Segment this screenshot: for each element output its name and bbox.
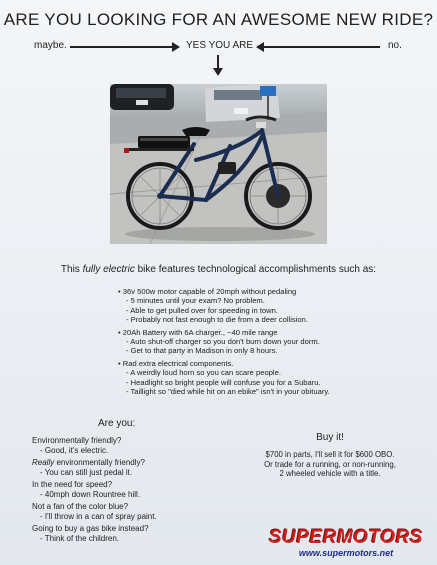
- intro-text: [0, 264, 437, 275]
- question-list: [32, 436, 232, 546]
- feature-sub: - 5 minutes until your exam? No problem.: [118, 296, 428, 305]
- feature-main: • Rad extra electrical components.: [118, 359, 428, 368]
- feature-sub: - Auto shut-off charger so you don't burn down your dorm.: [118, 337, 428, 346]
- question-label: Going to buy a gas bike instead?: [32, 524, 149, 533]
- arrow-right-line: [70, 46, 172, 48]
- question-label: environmentally friendly?: [54, 458, 145, 467]
- feature-item: [118, 328, 428, 356]
- answer-text: - 40mph down Rountree hill.: [32, 490, 232, 500]
- logo-brand: SUPERMOTORS: [268, 527, 423, 548]
- arrow-right-icon: [172, 42, 180, 52]
- answer-text: - You can still just pedal it.: [32, 468, 232, 478]
- price-line: 2 wheeled vehicle with a title.: [279, 469, 381, 479]
- intro-before: This: [60, 264, 83, 275]
- bike-photo: [110, 84, 327, 244]
- feature-sub: - Headlight so bright people will confuse you for a Subaru.: [118, 378, 428, 387]
- question-text: [32, 458, 232, 468]
- question-text: [32, 480, 232, 490]
- arrow-left-line: [264, 46, 380, 48]
- flow-right-label: no.: [388, 40, 402, 51]
- intro-emphasis: fully electric: [82, 264, 135, 275]
- buy-heading: Buy it!: [316, 432, 344, 443]
- question-item: [32, 436, 232, 455]
- arrow-down-icon: [213, 68, 223, 76]
- price-block: [230, 450, 430, 479]
- watermark-logo: [260, 527, 432, 561]
- arrow-left-icon: [256, 42, 264, 52]
- question-label: Not a fan of the color blue?: [32, 502, 129, 511]
- logo-url: www.supermotors.net: [298, 548, 394, 558]
- feature-sub: - Able to get pulled over for speeding in town.: [118, 306, 428, 315]
- question-item: [32, 480, 232, 499]
- feature-sub: - A weirdly loud horn so you can scare people.: [118, 368, 428, 377]
- question-item: [32, 502, 232, 521]
- answer-text: - I'll throw in a can of spray paint.: [32, 512, 232, 522]
- feature-list: [118, 287, 428, 399]
- question-text: [32, 524, 232, 534]
- headline: ARE YOU LOOKING FOR AN AWESOME NEW RIDE?: [3, 10, 434, 29]
- flow-row: [0, 40, 437, 54]
- feature-sub: - Taillight so "died while hit on an ebike" isn't in your obituary.: [118, 387, 428, 396]
- answer-text: - Good, it's electric.: [32, 446, 232, 456]
- feature-main: • 20Ah Battery with 6A charger., ~40 mile range: [118, 328, 428, 337]
- question-text: [32, 436, 232, 446]
- price-line: Or trade for a running, or non-running,: [264, 459, 396, 469]
- question-emphasis: Really: [32, 458, 55, 467]
- flow-left-label: maybe.: [34, 40, 67, 51]
- arrow-down-line: [217, 55, 219, 69]
- intro-after: bike features technological accomplishments such as:: [134, 264, 377, 275]
- feature-sub: - Get to that party in Madison in only 8 hours.: [118, 346, 428, 355]
- feature-sub: - Probably not fast enough to die from a deer collision.: [118, 315, 428, 324]
- question-text: [32, 502, 232, 512]
- feature-item: [118, 359, 428, 397]
- bike-photo-illustration: [110, 84, 327, 244]
- question-label: Environmentally friendly?: [32, 436, 122, 445]
- question-item: [32, 458, 232, 477]
- are-you-heading: Are you:: [98, 418, 136, 429]
- question-item: [32, 524, 232, 543]
- feature-item: [118, 287, 428, 325]
- answer-text: - Think of the children.: [32, 534, 232, 544]
- price-line: $700 in parts, I'll sell it for $600 OBO.: [265, 450, 395, 459]
- flow-center-label: YES YOU ARE: [186, 40, 254, 51]
- feature-main: • 36v 500w motor capable of 20mph without pedaling: [118, 287, 428, 296]
- question-label: In the need for speed?: [32, 480, 113, 489]
